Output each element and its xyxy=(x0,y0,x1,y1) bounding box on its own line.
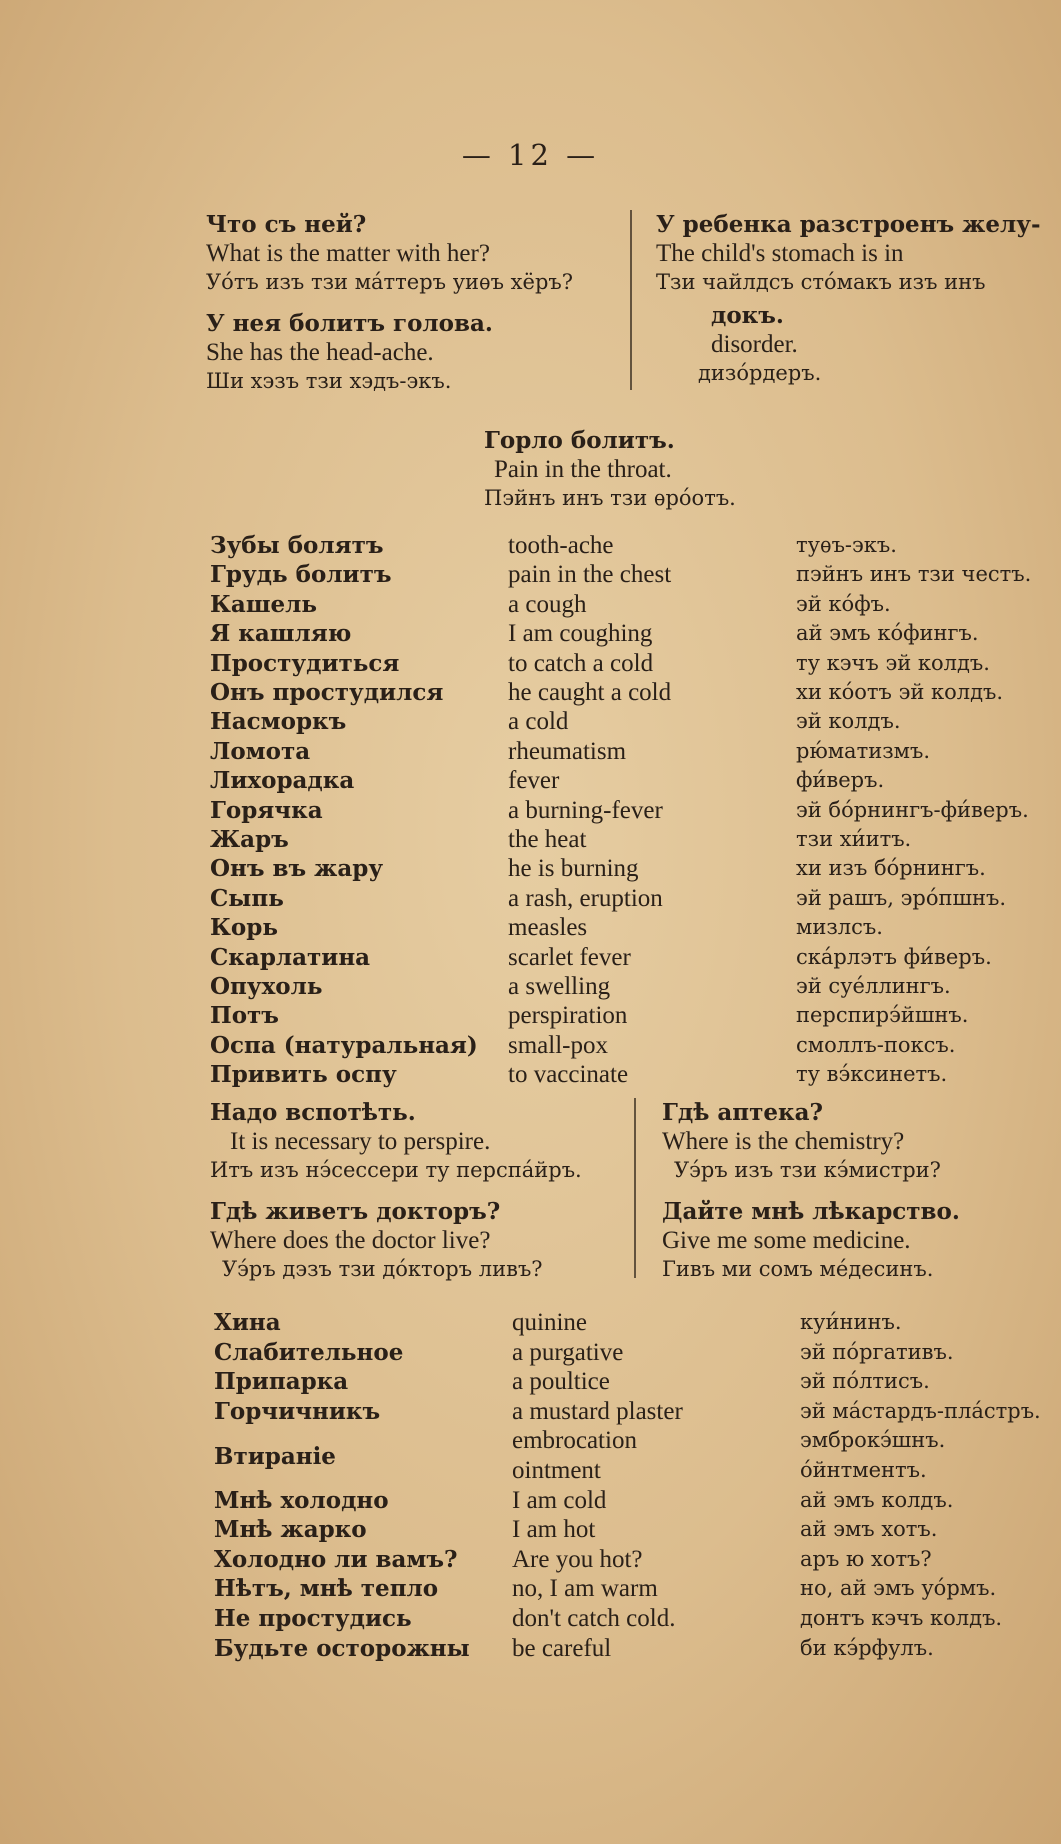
vocab-row xyxy=(210,1031,1060,1060)
en-phrase: It is necessary to perspire. xyxy=(230,1128,491,1155)
transliteration: Тзи чайлдсъ сто́макъ изъ инъ xyxy=(656,270,986,294)
vocab-row xyxy=(210,1060,1060,1089)
vocab-row xyxy=(210,590,1060,619)
en-term: no, I am warm xyxy=(512,1575,658,1603)
ru-term: Простудиться xyxy=(210,649,400,677)
ru-term: Опухоль xyxy=(210,973,323,1000)
en-term: small-pox xyxy=(508,1031,608,1059)
transliteration: но, ай эмъ уо́рмъ. xyxy=(800,1576,997,1601)
ru-phrase: Дайте мнѣ лѣкарство. xyxy=(662,1198,960,1225)
ru-term: Нѣтъ, мнѣ тепло xyxy=(214,1575,439,1603)
ru-term: Ломота xyxy=(210,737,311,765)
ru-phrase: У нея болитъ голова. xyxy=(206,310,493,337)
ru-term: Горчичникъ xyxy=(214,1397,381,1425)
en-phrase: Where is the chemistry? xyxy=(662,1128,905,1155)
en-term: a mustard plaster xyxy=(512,1397,683,1425)
ru-term: Привить оспу xyxy=(210,1061,397,1089)
vocab-row xyxy=(210,737,1060,766)
vocab-row xyxy=(214,1634,1061,1663)
transliteration: Итъ изъ нэ́сессери ту перспа́йръ. xyxy=(210,1158,582,1182)
en-term: a burning-fever xyxy=(508,796,663,824)
transliteration: дизо́рдеръ. xyxy=(698,361,822,385)
en-term: he caught a cold xyxy=(508,679,672,706)
vocab-table-2 xyxy=(214,1308,1060,1668)
ru-term: Мнѣ жарко xyxy=(214,1516,367,1544)
en-term: scarlet fever xyxy=(508,943,631,971)
vocab-row xyxy=(210,766,1060,795)
ru-term: Мнѣ холодно xyxy=(214,1486,389,1514)
transliteration: ай эмъ колдъ. xyxy=(800,1487,954,1512)
en-term: he is burning xyxy=(508,855,639,883)
en-term: a cold xyxy=(508,708,569,736)
transliteration: о́йнтментъ. xyxy=(800,1458,927,1482)
en-term: a rash, eruption xyxy=(508,884,663,912)
transliteration: донтъ кэчъ колдъ. xyxy=(800,1606,1003,1630)
transliteration: эй колдъ. xyxy=(796,709,901,734)
transliteration: Ши хэзъ тзи хэдъ-экъ. xyxy=(206,369,452,393)
transliteration: хи ко́отъ эй колдъ. xyxy=(796,680,1004,704)
center-block xyxy=(484,426,736,513)
en-term: I am hot xyxy=(512,1516,596,1544)
ru-term: Онъ въ жару xyxy=(210,855,384,883)
en-term: a swelling xyxy=(508,973,611,1000)
ru-term: Холодно ли вамъ? xyxy=(214,1545,458,1573)
en-term: Are you hot? xyxy=(512,1545,643,1573)
transliteration: эмброкэ́шнъ. xyxy=(800,1428,946,1453)
en-term: to catch a cold xyxy=(508,649,654,677)
en-term: to vaccinate xyxy=(508,1061,629,1089)
transliteration: ту вэ́ксинетъ. xyxy=(796,1062,948,1087)
transliteration: куи́нинъ. xyxy=(800,1310,902,1334)
en-phrase: What is the matter with her? xyxy=(206,240,490,267)
transliteration: Пэйнъ инъ тзи ѳро́отъ. xyxy=(484,486,736,510)
transliteration: эй ма́стардъ-пла́стръ. xyxy=(800,1398,1041,1423)
en-term: the heat xyxy=(508,826,587,853)
en-term: rheumatism xyxy=(508,737,627,765)
transliteration: тзи хи́итъ. xyxy=(796,827,912,851)
vocab-row xyxy=(214,1574,1061,1603)
ru-term: Втираніе xyxy=(214,1443,336,1470)
en-term: quinine xyxy=(512,1309,587,1336)
ru-phrase: Что съ ней? xyxy=(206,211,367,238)
ru-term: Скарлатина xyxy=(210,943,371,971)
transliteration: эй рашъ, эро́пшнъ. xyxy=(796,885,1007,910)
ru-phrase: Гдѣ живетъ докторъ? xyxy=(210,1198,501,1225)
transliteration: би кэ́рфулъ. xyxy=(800,1635,934,1660)
ru-phrase: докъ. xyxy=(711,302,784,329)
en-term: embrocation xyxy=(512,1427,637,1455)
transliteration: перспирэ́йшнъ. xyxy=(796,1003,969,1028)
transliteration: аръ ю хотъ? xyxy=(800,1546,932,1571)
vocab-row xyxy=(210,1001,1060,1030)
vocab-table-1 xyxy=(210,531,1060,1091)
ru-term: Сыпь xyxy=(210,884,284,912)
ru-term: Будьте осторожны xyxy=(214,1634,470,1662)
vocab-row xyxy=(210,972,1060,1001)
vocab-row xyxy=(210,884,1060,913)
vocab-row xyxy=(210,854,1060,883)
transliteration: ай эмъ хотъ. xyxy=(800,1517,938,1542)
ru-term: Корь xyxy=(210,914,278,942)
ru-term: Не простудись xyxy=(214,1605,412,1632)
ru-phrase: Горло болитъ. xyxy=(484,427,675,454)
transliteration: эй ко́фъ. xyxy=(796,591,891,616)
vocab-row xyxy=(210,825,1060,854)
en-term: perspiration xyxy=(508,1002,628,1030)
transliteration: смоллъ-поксъ. xyxy=(796,1032,956,1057)
transliteration: ай эмъ ко́фингъ. xyxy=(796,621,979,646)
ru-term: Лихорадка xyxy=(210,767,355,795)
vocab-row xyxy=(210,619,1060,648)
transliteration: Уо́тъ изъ тзи ма́ттеръ уиѳъ хёръ? xyxy=(206,270,574,294)
transliteration: Гивъ ми сомъ ме́десинъ. xyxy=(662,1257,934,1281)
en-term: don't catch cold. xyxy=(512,1605,676,1632)
ru-term: Потъ xyxy=(210,1002,279,1030)
top-left-block xyxy=(206,210,573,396)
ru-term: Кашель xyxy=(210,590,318,618)
en-term: I am cold xyxy=(512,1486,607,1514)
en-term: tooth-ache xyxy=(508,532,614,559)
vocab-row xyxy=(210,531,1060,560)
en-term: measles xyxy=(508,914,588,942)
transliteration: пэйнъ инъ тзи честъ. xyxy=(796,562,1032,587)
ru-term: Онъ простудился xyxy=(210,679,444,706)
en-term: pain in the chest xyxy=(508,561,672,589)
transliteration: фи́веръ. xyxy=(796,768,885,793)
vocab-row xyxy=(210,678,1060,707)
ru-phrase: Гдѣ аптека? xyxy=(662,1099,823,1126)
transliteration: ска́рлэтъ фи́веръ. xyxy=(796,944,992,969)
ru-phrase: Надо вспотѣть. xyxy=(210,1099,416,1126)
mid-right-block xyxy=(662,1098,960,1284)
en-term: ointment xyxy=(512,1457,601,1484)
ru-term: Грудь болитъ xyxy=(210,561,392,589)
transliteration: туѳъ-экъ. xyxy=(796,533,897,557)
ru-term: Жаръ xyxy=(210,826,289,853)
en-term: a cough xyxy=(508,590,587,618)
ru-term: Слабительное xyxy=(214,1338,404,1366)
vocab-row xyxy=(214,1515,1061,1544)
transliteration: рю́матизмъ. xyxy=(796,738,931,763)
top-right-block xyxy=(656,210,1041,388)
column-divider xyxy=(630,210,632,390)
ru-term: Зубы болятъ xyxy=(210,532,384,559)
mid-left-block xyxy=(210,1098,582,1284)
ru-term: Горячка xyxy=(210,796,323,824)
en-phrase: The child's stomach is in xyxy=(656,240,904,267)
en-phrase: Where does the doctor live? xyxy=(210,1227,491,1254)
ru-term: Хина xyxy=(214,1309,281,1336)
vocab-row xyxy=(214,1545,1061,1574)
en-term: a purgative xyxy=(512,1338,624,1366)
vocab-row xyxy=(214,1443,1061,1485)
transliteration: эй по́ргативъ. xyxy=(800,1339,954,1364)
en-term: fever xyxy=(508,767,560,795)
en-term: a poultice xyxy=(512,1368,610,1396)
transliteration: ту кэчъ эй колдъ. xyxy=(796,650,990,675)
vocab-row xyxy=(214,1308,1061,1337)
transliteration: Уэ́ръ дэзъ тзи до́кторъ ливъ? xyxy=(222,1257,543,1281)
en-phrase: Pain in the throat. xyxy=(494,456,672,483)
transliteration: эй суе́ллингъ. xyxy=(796,974,951,998)
en-term: be careful xyxy=(512,1634,612,1662)
transliteration: хи изъ бо́рнингъ. xyxy=(796,856,986,881)
transliteration: Уэ́ръ изъ тзи кэ́мистри? xyxy=(674,1158,941,1182)
vocab-row xyxy=(214,1367,1061,1396)
en-phrase: Give me some medicine. xyxy=(662,1227,911,1254)
vocab-row xyxy=(210,649,1060,678)
ru-term: Оспа (натуральная) xyxy=(210,1031,478,1059)
vocab-row xyxy=(214,1486,1061,1515)
en-term: I am coughing xyxy=(508,620,653,648)
vocab-row xyxy=(210,913,1060,942)
ru-phrase: У ребенка разстроенъ желу- xyxy=(656,211,1041,238)
en-phrase: disorder. xyxy=(711,331,798,358)
vocab-row xyxy=(214,1397,1061,1426)
transliteration: мизлсъ. xyxy=(796,915,883,940)
column-divider xyxy=(634,1098,636,1278)
page-number: — 12 — xyxy=(461,138,600,172)
vocab-row xyxy=(210,943,1060,972)
transliteration: эй по́лтисъ. xyxy=(800,1369,930,1394)
vocab-row xyxy=(214,1338,1061,1367)
vocab-row xyxy=(210,707,1060,736)
vocab-row xyxy=(210,796,1060,825)
transliteration: эй бо́рнингъ-фи́веръ. xyxy=(796,797,1029,822)
ru-term: Я кашляю xyxy=(210,620,352,648)
vocab-row xyxy=(210,560,1060,589)
ru-term: Припарка xyxy=(214,1368,349,1396)
ru-term: Насморкъ xyxy=(210,708,347,736)
en-phrase: She has the head-ache. xyxy=(206,339,434,366)
vocab-row xyxy=(214,1604,1061,1633)
